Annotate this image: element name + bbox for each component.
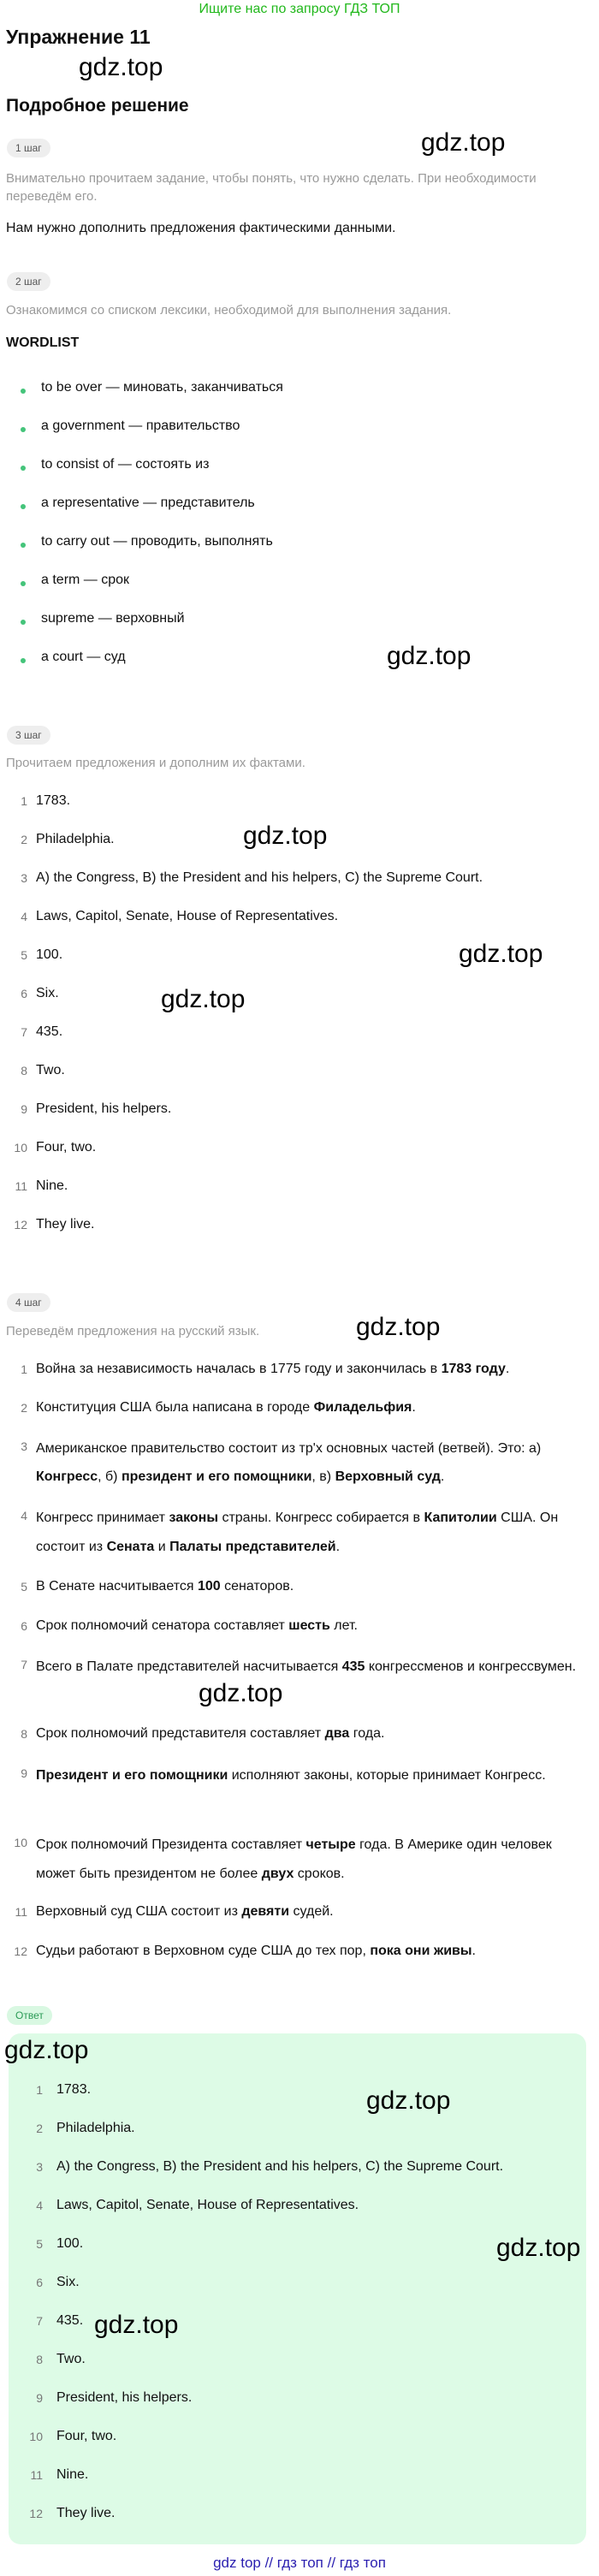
item-number: 8	[21, 1727, 27, 1741]
fact-item: 435.	[36, 1024, 63, 1039]
step-3-hint: Прочитаем предложения и дополним их фактами.	[6, 756, 305, 770]
watermark: gdz.top	[4, 2036, 89, 2064]
bullet-icon	[21, 658, 26, 663]
translation-item: Верховный суд США состоит из девяти судей.	[36, 1904, 334, 1919]
translation-item: Судьи работают в Верховном суде США до тех пор, пока они живы.	[36, 1944, 476, 1958]
fact-item: Philadelphia.	[36, 832, 115, 846]
item-number: 10	[29, 2430, 43, 2443]
answer-item: A) the Congress, B) the President and his helpers, C) the Supreme Court.	[56, 2159, 504, 2174]
item-number: 2	[21, 833, 27, 846]
item-number: 12	[29, 2507, 43, 2520]
item-number: 5	[21, 1580, 27, 1594]
translation-item: Конгресс принимает законы страны. Конгресс собирается в Капитолии США. Он состоит из Сената и Палаты представителей.	[36, 1511, 559, 1554]
item-number: 5	[36, 2237, 43, 2251]
watermark: gdz.top	[94, 2311, 179, 2339]
item-number: 11	[30, 2468, 43, 2482]
translation-item: Срок полномочий Президента составляет четыре года. В Америке один человек может быть президентом не более двух сроков.	[36, 1837, 552, 1881]
watermark: gdz.top	[356, 1313, 441, 1341]
answer-item: Laws, Capitol, Senate, House of Representatives.	[56, 2198, 359, 2212]
translation-item: Война за независимость началась в 1775 году и закончилась в 1783 году.	[36, 1362, 510, 1376]
item-number: 12	[14, 1944, 27, 1958]
fact-item: They live.	[36, 1217, 95, 1232]
item-number: 6	[36, 2276, 43, 2289]
wordlist-item: to carry out — проводить, выполнять	[41, 534, 273, 549]
wordlist-item: to consist of — состоять из	[41, 457, 210, 472]
item-number: 3	[21, 1439, 27, 1453]
item-number: 2	[21, 1401, 27, 1415]
step-1-badge: 1 шаг	[7, 139, 50, 157]
footer-links[interactable]: gdz top // гдз топ // гдз топ	[213, 2555, 386, 2571]
item-number: 3	[21, 871, 27, 885]
bullet-icon	[21, 389, 26, 394]
wordlist-heading: WORDLIST	[6, 335, 80, 350]
answer-item: 435.	[56, 2313, 84, 2328]
watermark: gdz.top	[79, 53, 163, 81]
wordlist-item: supreme — верховный	[41, 611, 185, 626]
translation-item: В Сенате насчитывается 100 сенаторов.	[36, 1579, 294, 1594]
fact-item: 100.	[36, 947, 63, 962]
item-number: 11	[15, 1905, 27, 1919]
item-number: 4	[21, 910, 27, 923]
item-number: 9	[21, 1102, 27, 1116]
step-1-text: Нам нужно дополнить предложения фактическими данными.	[6, 221, 396, 235]
watermark: gdz.top	[243, 822, 328, 850]
watermark: gdz.top	[387, 642, 471, 670]
item-number: 8	[21, 1064, 27, 1077]
answer-item: President, his helpers.	[56, 2390, 193, 2405]
answer-item: Four, two.	[56, 2429, 117, 2443]
fact-item: 1783.	[36, 793, 71, 808]
item-number: 4	[21, 1509, 27, 1522]
wordlist-item: a representative — представитель	[41, 496, 255, 510]
bullet-icon	[21, 581, 26, 586]
fact-item: A) the Congress, B) the President and his helpers, C) the Supreme Court.	[36, 870, 483, 885]
bullet-icon	[21, 620, 26, 625]
item-number: 7	[21, 1658, 27, 1671]
answer-item: Nine.	[56, 2467, 89, 2482]
wordlist-item: to be over — миновать, заканчиваться	[41, 380, 283, 395]
watermark: gdz.top	[161, 985, 246, 1013]
answer-item: They live.	[56, 2506, 116, 2520]
translation-item: Всего в Палате представителей насчитывается 435 конгрессменов и конгрессвумен.	[36, 1659, 577, 1674]
step-2-badge: 2 шаг	[7, 272, 50, 291]
step-1-hint: Внимательно прочитаем задание, чтобы понять, что нужно сделать. При необходимости переведём его.	[6, 171, 537, 204]
wordlist-item: a term — срок	[41, 573, 130, 587]
item-number: 8	[36, 2353, 43, 2366]
item-number: 6	[21, 987, 27, 1000]
item-number: 1	[21, 794, 27, 808]
bullet-icon	[21, 427, 26, 432]
step-3-badge: 3 шаг	[7, 726, 50, 745]
fact-item: Nine.	[36, 1178, 68, 1193]
bullet-icon	[21, 504, 26, 509]
item-number: 4	[36, 2199, 43, 2212]
item-number: 2	[36, 2122, 43, 2135]
top-banner[interactable]: Ищите нас по запросу ГДЗ ТОП	[199, 2, 400, 16]
page-subtitle: Подробное решение	[6, 96, 189, 116]
bullet-icon	[21, 466, 26, 471]
translation-item: Президент и его помощники исполняют законы, которые принимает Конгресс.	[36, 1768, 546, 1783]
item-number: 7	[21, 1025, 27, 1039]
item-number: 10	[14, 1836, 27, 1849]
answer-item: 1783.	[56, 2082, 92, 2097]
fact-item: Four, two.	[36, 1140, 97, 1154]
fact-item: Two.	[36, 1063, 65, 1077]
bullet-icon	[21, 543, 26, 548]
item-number: 7	[36, 2314, 43, 2328]
item-number: 10	[14, 1141, 27, 1154]
translation-item: Срок полномочий сенатора составляет шесть лет.	[36, 1618, 358, 1633]
wordlist-item: a court — суд	[41, 650, 126, 664]
item-number: 9	[36, 2391, 43, 2405]
watermark: gdz.top	[366, 2086, 451, 2115]
item-number: 11	[15, 1179, 27, 1193]
fact-item: President, his helpers.	[36, 1101, 172, 1116]
fact-item: Six.	[36, 986, 59, 1000]
watermark: gdz.top	[496, 2234, 581, 2262]
answer-badge: Ответ	[7, 2006, 52, 2025]
fact-item: Laws, Capitol, Senate, House of Representatives.	[36, 909, 339, 923]
step-4-badge: 4 шаг	[7, 1293, 50, 1312]
step-4-hint: Переведём предложения на русский язык.	[6, 1324, 260, 1338]
wordlist-item: a government — правительство	[41, 418, 240, 433]
item-number: 3	[36, 2160, 43, 2174]
answer-item: Two.	[56, 2352, 86, 2366]
item-number: 6	[21, 1619, 27, 1633]
translation-item: Срок полномочий представителя составляет два года.	[36, 1726, 385, 1741]
page-title: Упражнение 11	[6, 26, 151, 48]
translation-item: Конституция США была написана в городе Филадельфия.	[36, 1400, 416, 1415]
step-2-hint: Ознакомимся со списком лексики, необходимой для выполнения задания.	[6, 303, 452, 318]
item-number: 1	[36, 2083, 43, 2097]
item-number: 12	[14, 1218, 27, 1232]
answer-item: 100.	[56, 2236, 84, 2251]
watermark: gdz.top	[421, 128, 506, 157]
watermark: gdz.top	[459, 940, 543, 968]
item-number: 1	[21, 1362, 27, 1376]
translation-item: Американское правительство состоит из тр'х основных частей (ветвей). Это: а) Конгресс, б) президент и его помощники, в) Верховный суд.	[36, 1441, 542, 1484]
item-number: 9	[21, 1766, 27, 1780]
answer-item: Six.	[56, 2275, 80, 2289]
item-number: 5	[21, 948, 27, 962]
watermark: gdz.top	[199, 1679, 283, 1707]
answer-item: Philadelphia.	[56, 2121, 135, 2135]
